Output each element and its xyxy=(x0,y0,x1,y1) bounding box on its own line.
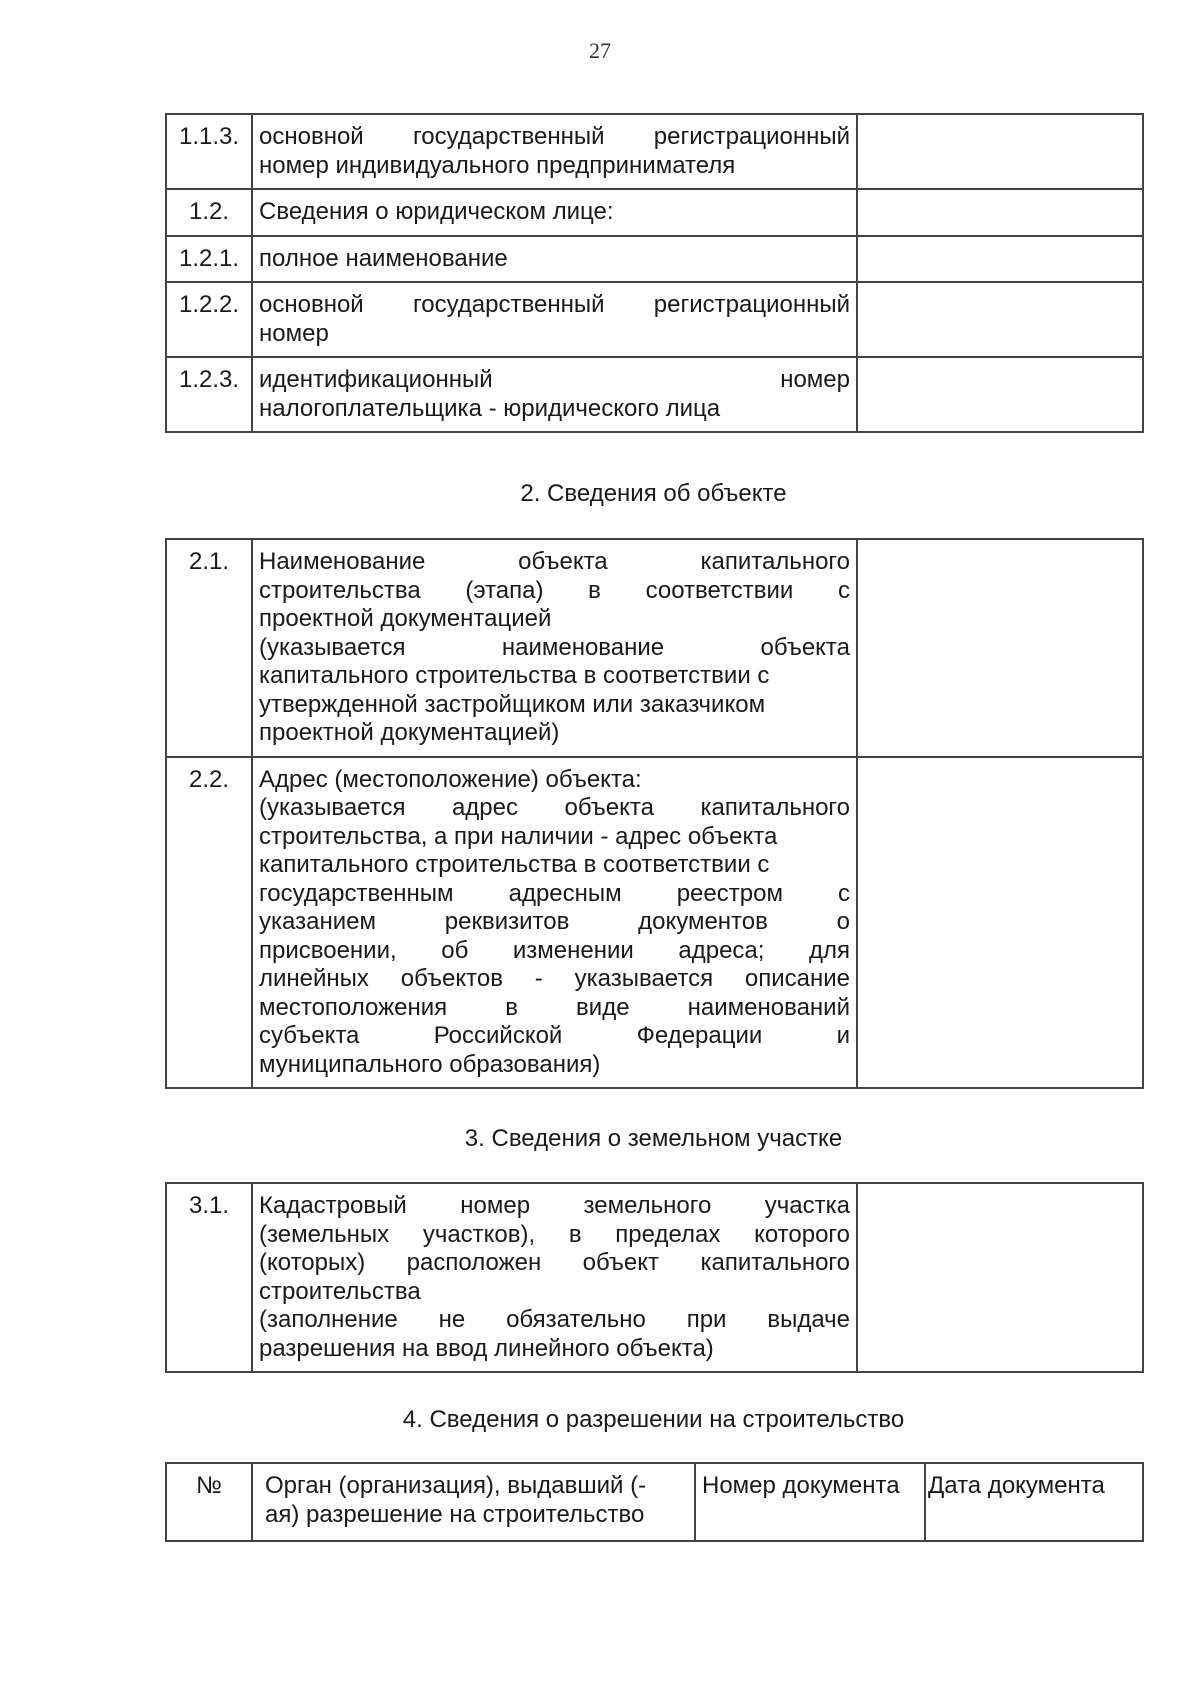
table-row xyxy=(166,189,1143,236)
value-cell[interactable] xyxy=(857,1183,1143,1372)
table-row xyxy=(166,757,1143,1089)
value-cell[interactable] xyxy=(857,189,1143,236)
section4-table xyxy=(165,1462,1144,1542)
row-number: 1.2.3. xyxy=(166,357,252,432)
section1-table xyxy=(165,113,1144,433)
table-row xyxy=(166,1183,1143,1372)
row-number: 2.2. xyxy=(166,757,252,1089)
section2-table xyxy=(165,538,1144,1089)
row-label: Кадастровый номер земельного участка (земельных участков), в пределах которого (которых) расположен объект капитального строительства (заполнение не обязательно при выдаче разрешения на ввод линейного объекта) xyxy=(252,1183,857,1372)
column-header-organ: Орган (организация), выдавший (- ая) разрешение на строительство xyxy=(252,1463,695,1541)
value-cell[interactable] xyxy=(857,757,1143,1089)
row-label: идентификационный номер налогоплательщика - юридического лица xyxy=(252,357,857,432)
row-label: Сведения о юридическом лице: xyxy=(252,189,857,236)
row-label: полное наименование xyxy=(252,236,857,283)
table-row xyxy=(166,539,1143,757)
value-cell[interactable] xyxy=(857,357,1143,432)
section3-title: 3. Сведения о земельном участке xyxy=(464,1125,843,1152)
value-cell[interactable] xyxy=(857,236,1143,283)
section3-table xyxy=(165,1182,1144,1373)
table-header-row xyxy=(166,1463,1143,1541)
column-header-number: № xyxy=(166,1463,252,1541)
value-cell[interactable] xyxy=(857,539,1143,757)
table-row xyxy=(166,114,1143,189)
row-label: Наименование объекта капитального строительства (этапа) в соответствии с проектной документацией (указывается наименование объекта капитального строительства в соответствии с утвержденной застройщиком или заказчиком проектной документацией) xyxy=(252,539,857,757)
table-row xyxy=(166,236,1143,283)
row-number: 3.1. xyxy=(166,1183,252,1372)
table-row xyxy=(166,357,1143,432)
row-number: 2.1. xyxy=(166,539,252,757)
row-number: 1.2. xyxy=(166,189,252,236)
section2-title: 2. Сведения об объекте xyxy=(520,480,787,507)
value-cell[interactable] xyxy=(857,282,1143,357)
row-number: 1.1.3. xyxy=(166,114,252,189)
row-number: 1.2.1. xyxy=(166,236,252,283)
value-cell[interactable] xyxy=(857,114,1143,189)
table-row xyxy=(166,282,1143,357)
column-header-doc-date: Дата документа xyxy=(925,1463,1143,1541)
page-number: 27 xyxy=(589,38,611,63)
section4-title: 4. Сведения о разрешении на строительство xyxy=(402,1406,905,1433)
row-label: основной государственный регистрационный номер xyxy=(252,282,857,357)
row-number: 1.2.2. xyxy=(166,282,252,357)
row-label: Адрес (местоположение) объекта: (указывается адрес объекта капитального строительства, а при наличии - адрес объекта капитального строительства в соответствии с государственным адресным реестром с указанием реквизитов документов о присвоении, об изменении адреса; для линейных объектов - указывается описание местоположения в виде наименований субъекта Российской Федерации и муниципального образования) xyxy=(252,757,857,1089)
row-label: основной государственный регистрационный номер индивидуального предпринимателя xyxy=(252,114,857,189)
column-header-doc-number: Номер документа xyxy=(695,1463,925,1541)
